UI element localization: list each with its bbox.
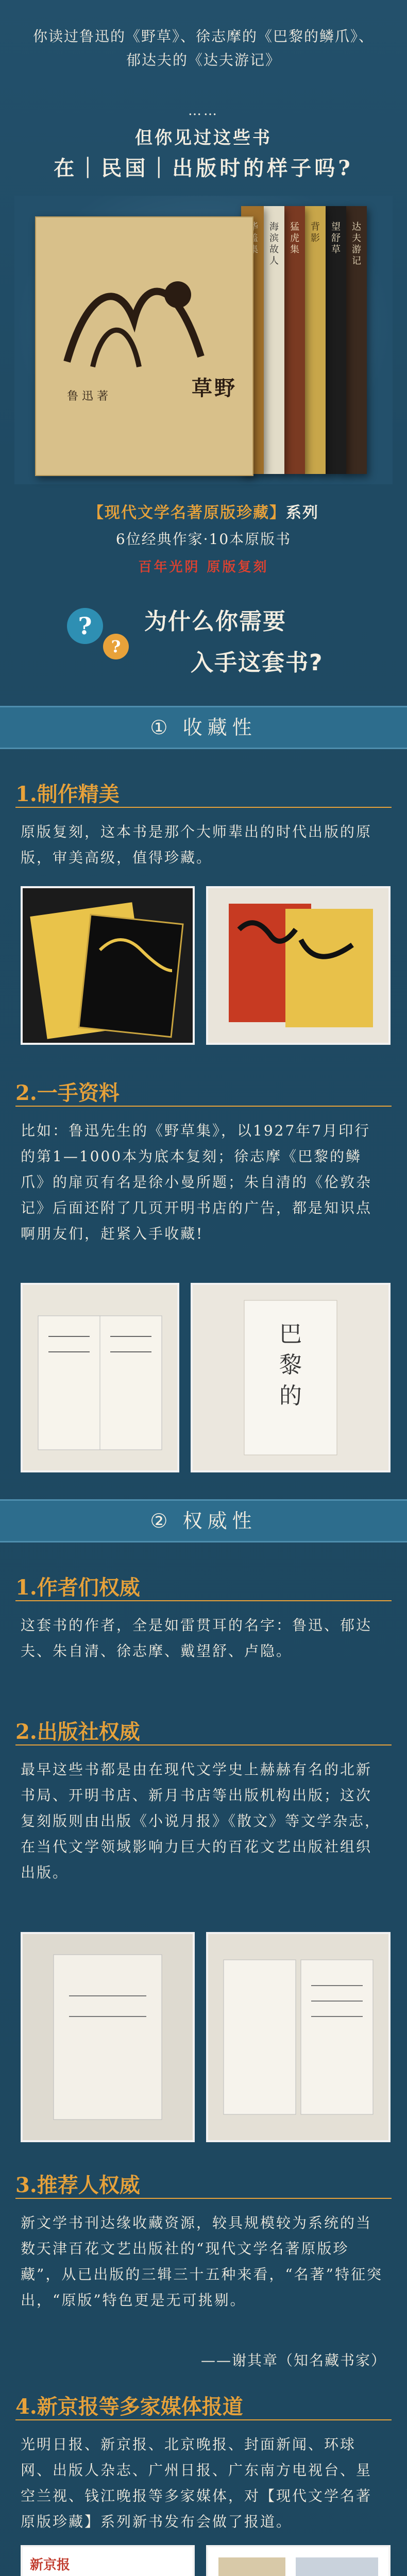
section-bar-collection (0, 706, 407, 749)
section-number: ② (150, 1510, 168, 1532)
cover-illustration (57, 259, 211, 382)
item-text: 比如：鲁迅先生的《野草集》，以1927年7月印行的第1—1000本为底本复刻；徐志摩《巴黎的鳞爪》的扉页有名是徐小曼所题；朱自清的《伦敦杂记》后面还附了几页开明书店的广告，都是知识点啊朋友们，赶紧入手收藏! (21, 1122, 372, 1242)
divider (15, 1600, 392, 1601)
recommender-signature: ——谢其章（知名藏书家） (200, 2352, 386, 2369)
book-spine: 猛虎集 (282, 206, 305, 474)
question-line-1: 但你见过这些书 (135, 128, 272, 148)
book-spine: 海滨故人 (262, 206, 284, 474)
why-line-1: 为什么你需要 (144, 608, 286, 635)
series-name: 【现代文学名著原版珍藏】 (88, 504, 286, 522)
divider (15, 1106, 392, 1107)
book-set-hero-image (14, 196, 393, 484)
section-label: 权威性 (182, 1510, 257, 1532)
item-heading: 3.推荐人权威 (15, 2173, 140, 2197)
item-text: 最早这些书都是由在现代文学史上赫赫有名的北新书局、开明书店、新月书店等出版机构出版；这次复刻版则由出版《小说月报》《散文》等文学杂志，在当代文学领域影响力巨大的百花文艺出版社组织出版。 (21, 1761, 381, 1881)
publisher-page-photo (206, 1932, 391, 2142)
cover-title: 草野 (192, 376, 237, 400)
open-book-photo (21, 1283, 179, 1472)
book-spine: 望舒草 (324, 206, 346, 474)
item-text: 光明日报、新京报、北京晚报、封面新闻、环球网、出版人杂志、广州日报、广东南方电视台、星空兰视、钱江晚报等多家媒体，对【现代文学名著原版珍藏】系列新书发布会做了报道。 (21, 2436, 372, 2530)
series-suffix: 系列 (286, 504, 319, 522)
series-tagline: 百年光阴 原版复刻 (138, 560, 269, 575)
newspaper-title: 新京报 (30, 2557, 71, 2573)
book-page-photo (21, 1932, 195, 2142)
item-heading: 1.制作精美 (15, 782, 120, 806)
yecao-cover (35, 216, 253, 476)
cover-author: 鲁 迅 著 (67, 390, 108, 403)
ellipsis: …… (188, 103, 219, 118)
book-spine: 背影 (303, 206, 326, 474)
intro-line-2: 郁达夫的《达夫游记》 (126, 52, 281, 69)
series-title (0, 500, 407, 522)
item-heading: 2.出版社权威 (15, 1720, 140, 1744)
divider (15, 2198, 392, 2199)
book-spread-photo (21, 886, 195, 1045)
svg-text:黎: 黎 (279, 1352, 302, 1378)
item-text: 原版复刻，这本书是那个大师辈出的时代出版的原版，审美高级，值得珍藏。 (21, 823, 372, 866)
item-text: 这套书的作者，全是如雷贯耳的名字：鲁迅、郁达夫、朱自清、徐志摩、戴望舒、卢隐。 (21, 1617, 372, 1659)
item-heading: 4.新京报等多家媒体报道 (15, 2395, 243, 2419)
title-page-photo (191, 1283, 391, 1472)
book-cover-photo (206, 886, 391, 1045)
series-subtitle: 6位经典作家·10本原版书 (115, 531, 292, 548)
intro-text (21, 25, 386, 72)
item-heading: 1.作者们权威 (15, 1575, 140, 1600)
divider (15, 1744, 392, 1745)
divider (15, 2419, 392, 2420)
book-spine: 达夫游记 (344, 206, 367, 474)
newspaper-clipping (21, 2545, 195, 2576)
question-mark-icon: ? (103, 634, 129, 659)
question-mark-icon: ? (67, 608, 103, 644)
section-bar-authority (0, 1499, 407, 1543)
question-line-2: 在｜民国｜出版时的样子吗? (54, 156, 353, 180)
why-heading (67, 598, 355, 696)
svg-text:巴: 巴 (279, 1321, 302, 1347)
why-line-2: 入手这套书? (191, 650, 324, 676)
svg-text:的: 的 (279, 1383, 302, 1409)
section-label: 收藏性 (182, 716, 257, 739)
section-number: ① (150, 716, 168, 739)
intro-line-1: 你读过鲁迅的《野草》、徐志摩的《巴黎的鳞爪》、 (32, 28, 374, 45)
item-heading: 2.一手资料 (15, 1081, 120, 1105)
item-text: 新文学书刊达缘收藏资源，较具规模较为系统的当数天津百花文艺出版社的“现代文学名著原版珍藏”，从已出版的三辑三十五种来看，“名著”特征突出，“原版”特色更是无可挑剔。 (21, 2214, 383, 2309)
news-screenshot (206, 2545, 391, 2576)
divider (15, 807, 392, 808)
